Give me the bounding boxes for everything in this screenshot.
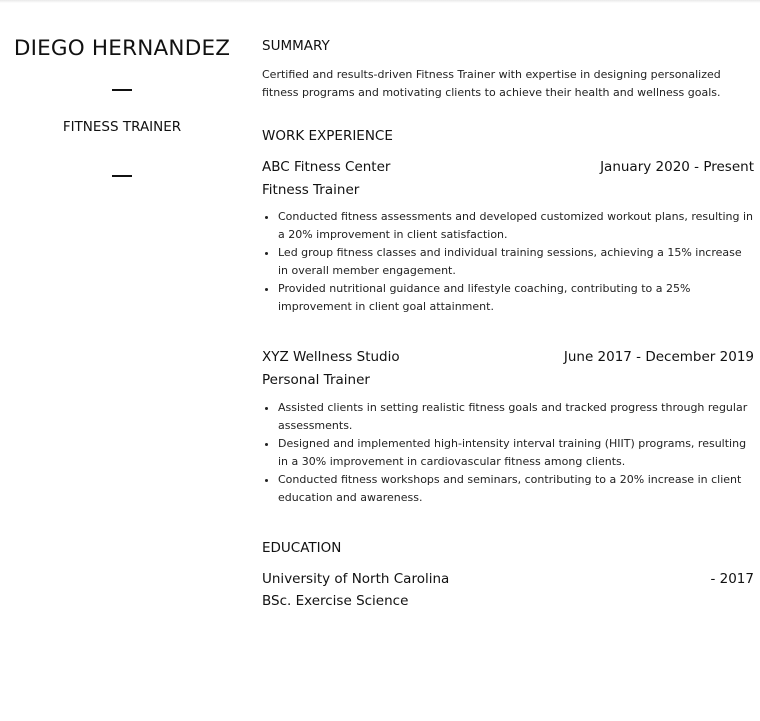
divider-dash — [112, 175, 132, 177]
summary-heading: SUMMARY — [262, 38, 330, 54]
education-year: - 2017 — [710, 571, 754, 587]
divider-dash — [112, 89, 132, 91]
job-dates: January 2020 - Present — [600, 159, 754, 175]
candidate-name: DIEGO HERNANDEZ — [13, 36, 231, 61]
job-bullets — [262, 399, 754, 507]
job-dates: June 2017 - December 2019 — [563, 349, 754, 365]
top-shadow — [0, 0, 760, 3]
education-heading: EDUCATION — [262, 540, 342, 556]
job-company: XYZ Wellness Studio — [262, 349, 400, 365]
job-bullets — [262, 208, 754, 316]
job-bullet: • Assisted clients in setting realistic fitness goals and tracked progress through regular assessments. — [278, 399, 754, 435]
job-bullet: • Led group fitness classes and individual training sessions, achieving a 15% increase in overall member engagement. — [278, 244, 754, 280]
work-experience-heading: WORK EXPERIENCE — [262, 128, 393, 144]
education-school: University of North Carolina — [262, 571, 450, 587]
job-bullet: • Designed and implemented high-intensity interval training (HIIT) programs, resulting in a 30% improvement in cardiovascular fitness among clients. — [278, 435, 754, 471]
candidate-role: FITNESS TRAINER — [62, 119, 182, 135]
education-degree: BSc. Exercise Science — [262, 593, 409, 609]
job-title: Personal Trainer — [262, 372, 370, 388]
job-title: Fitness Trainer — [262, 182, 360, 198]
summary-text: Certified and results-driven Fitness Trainer with expertise in designing personalized fitness programs and motivating clients to achieve their health and wellness goals. — [262, 68, 721, 99]
job-company: ABC Fitness Center — [262, 159, 391, 175]
job-bullet: • Provided nutritional guidance and lifestyle coaching, contributing to a 25% improvement in client goal attainment. — [278, 280, 754, 316]
job-bullet: • Conducted fitness workshops and seminars, contributing to a 20% increase in client education and awareness. — [278, 471, 754, 507]
job-bullet: • Conducted fitness assessments and developed customized workout plans, resulting in a 20% improvement in client satisfaction. — [278, 208, 754, 244]
